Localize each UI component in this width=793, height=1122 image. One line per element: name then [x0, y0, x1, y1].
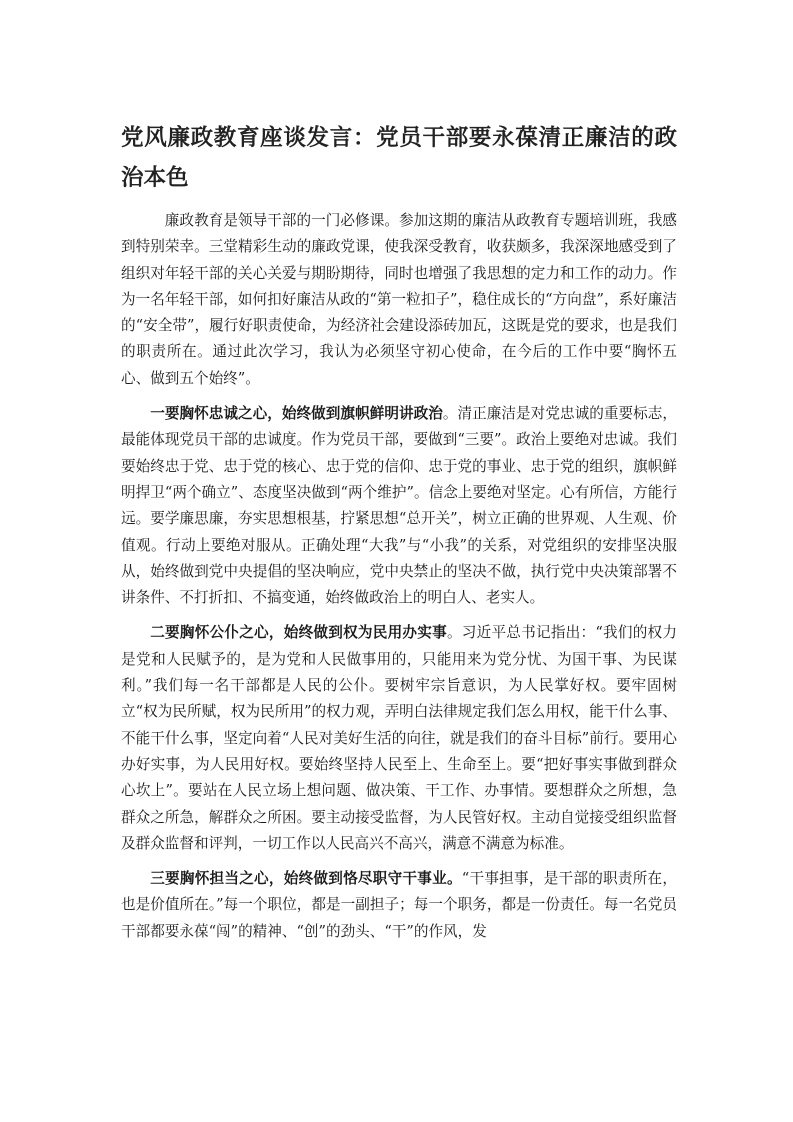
- section-paragraph-2: [121, 620, 677, 857]
- section-heading-1: 一要胸怀忠诚之心，始终做到旗帜鲜明讲政治: [150, 405, 443, 423]
- section-body-3: “干事担事，是干部的职责所在，也是价值所在。”每一个职位，都是一副担子；每一个职务，都是一份责任。每一名党员干部都要永葆“闯”的精神、“创”的劲头、“干”的作风，发: [121, 870, 677, 940]
- document-page: [121, 118, 677, 954]
- section-body-2: 。习近平总书记指出：“我们的权力是党和人民赋予的，是为党和人民做事用的，只能用来为党分忧、为国干事、为民谋利。”我们每一名干部都是人民的公仆。要树牢宗旨意识，为人民掌好权。要牢固树立“权为民所赋，权为民所用”的权力观，弄明白法律规定我们怎么用权，能干什么事、不能干什么事，坚定向着“人民对美好生活的向往，就是我们的奋斗目标”前行。要用心办好实事，为人民用好权。要始终坚持人民至上、生命至上。要“把好事实事做到群众心坎上”。要站在人民立场上想问题、做决策、干工作、办事情。要想群众之所想，急群众之所急，解群众之所困。要主动接受监督，为人民管好权。主动自觉接受组织监督及群众监督和评判，一切工作以人民高兴不高兴，满意不满意为标准。: [121, 624, 677, 852]
- section-paragraph-3: [121, 866, 677, 945]
- document-title: 党风廉政教育座谈发言：党员干部要永葆清正廉洁的政治本色: [121, 125, 677, 191]
- section-paragraph-1: [121, 401, 677, 611]
- section-heading-2: 二要胸怀公仆之心，始终做到权为民用办实事: [150, 624, 447, 642]
- intro-paragraph: 廉政教育是领导干部的一门必修课。参加这期的廉洁从政教育专题培训班，我感到特别荣幸。三堂精彩生动的廉政党课，使我深受教育，收获颇多，我深深地感受到了组织对年轻干部的关心关爱与期盼期待，同时也增强了我思想的定力和工作的动力。作为一名年轻干部，如何扣好廉洁从政的“第一粒扣子”，稳住成长的“方向盘”，系好廉洁的“安全带”，履行好职责使命，为经济社会建设添砖加瓦，这既是党的要求，也是我们的职责所在。通过此次学习，我认为必须坚守初心使命，在今后的工作中要“胸怀五心、做到五个始终”。: [121, 212, 677, 387]
- section-body-1: 。清正廉洁是对党忠诚的重要标志，最能体现党员干部的忠诚度。作为党员干部，要做到“三要”。政治上要绝对忠诚。我们要始终忠于党、忠于党的核心、忠于党的信仰、忠于党的事业、忠于党的组织，旗帜鲜明捍卫“两个确立”、态度坚决做到“两个维护”。信念上要绝对坚定。心有所信，方能行远。要学廉思廉，夯实思想根基，拧紧思想“总开关”，树立正确的世界观、人生观、价值观。行动上要绝对服从。正确处理“大我”与“小我”的关系，对党组织的安排坚决服从，始终做到党中央提倡的坚决响应，党中央禁止的坚决不做，执行党中央决策部署不讲条件、不打折扣、不搞变通，始终做政治上的明白人、老实人。: [121, 405, 677, 607]
- section-heading-3: 三要胸怀担当之心，始终做到恪尽职守干事业。: [150, 870, 462, 888]
